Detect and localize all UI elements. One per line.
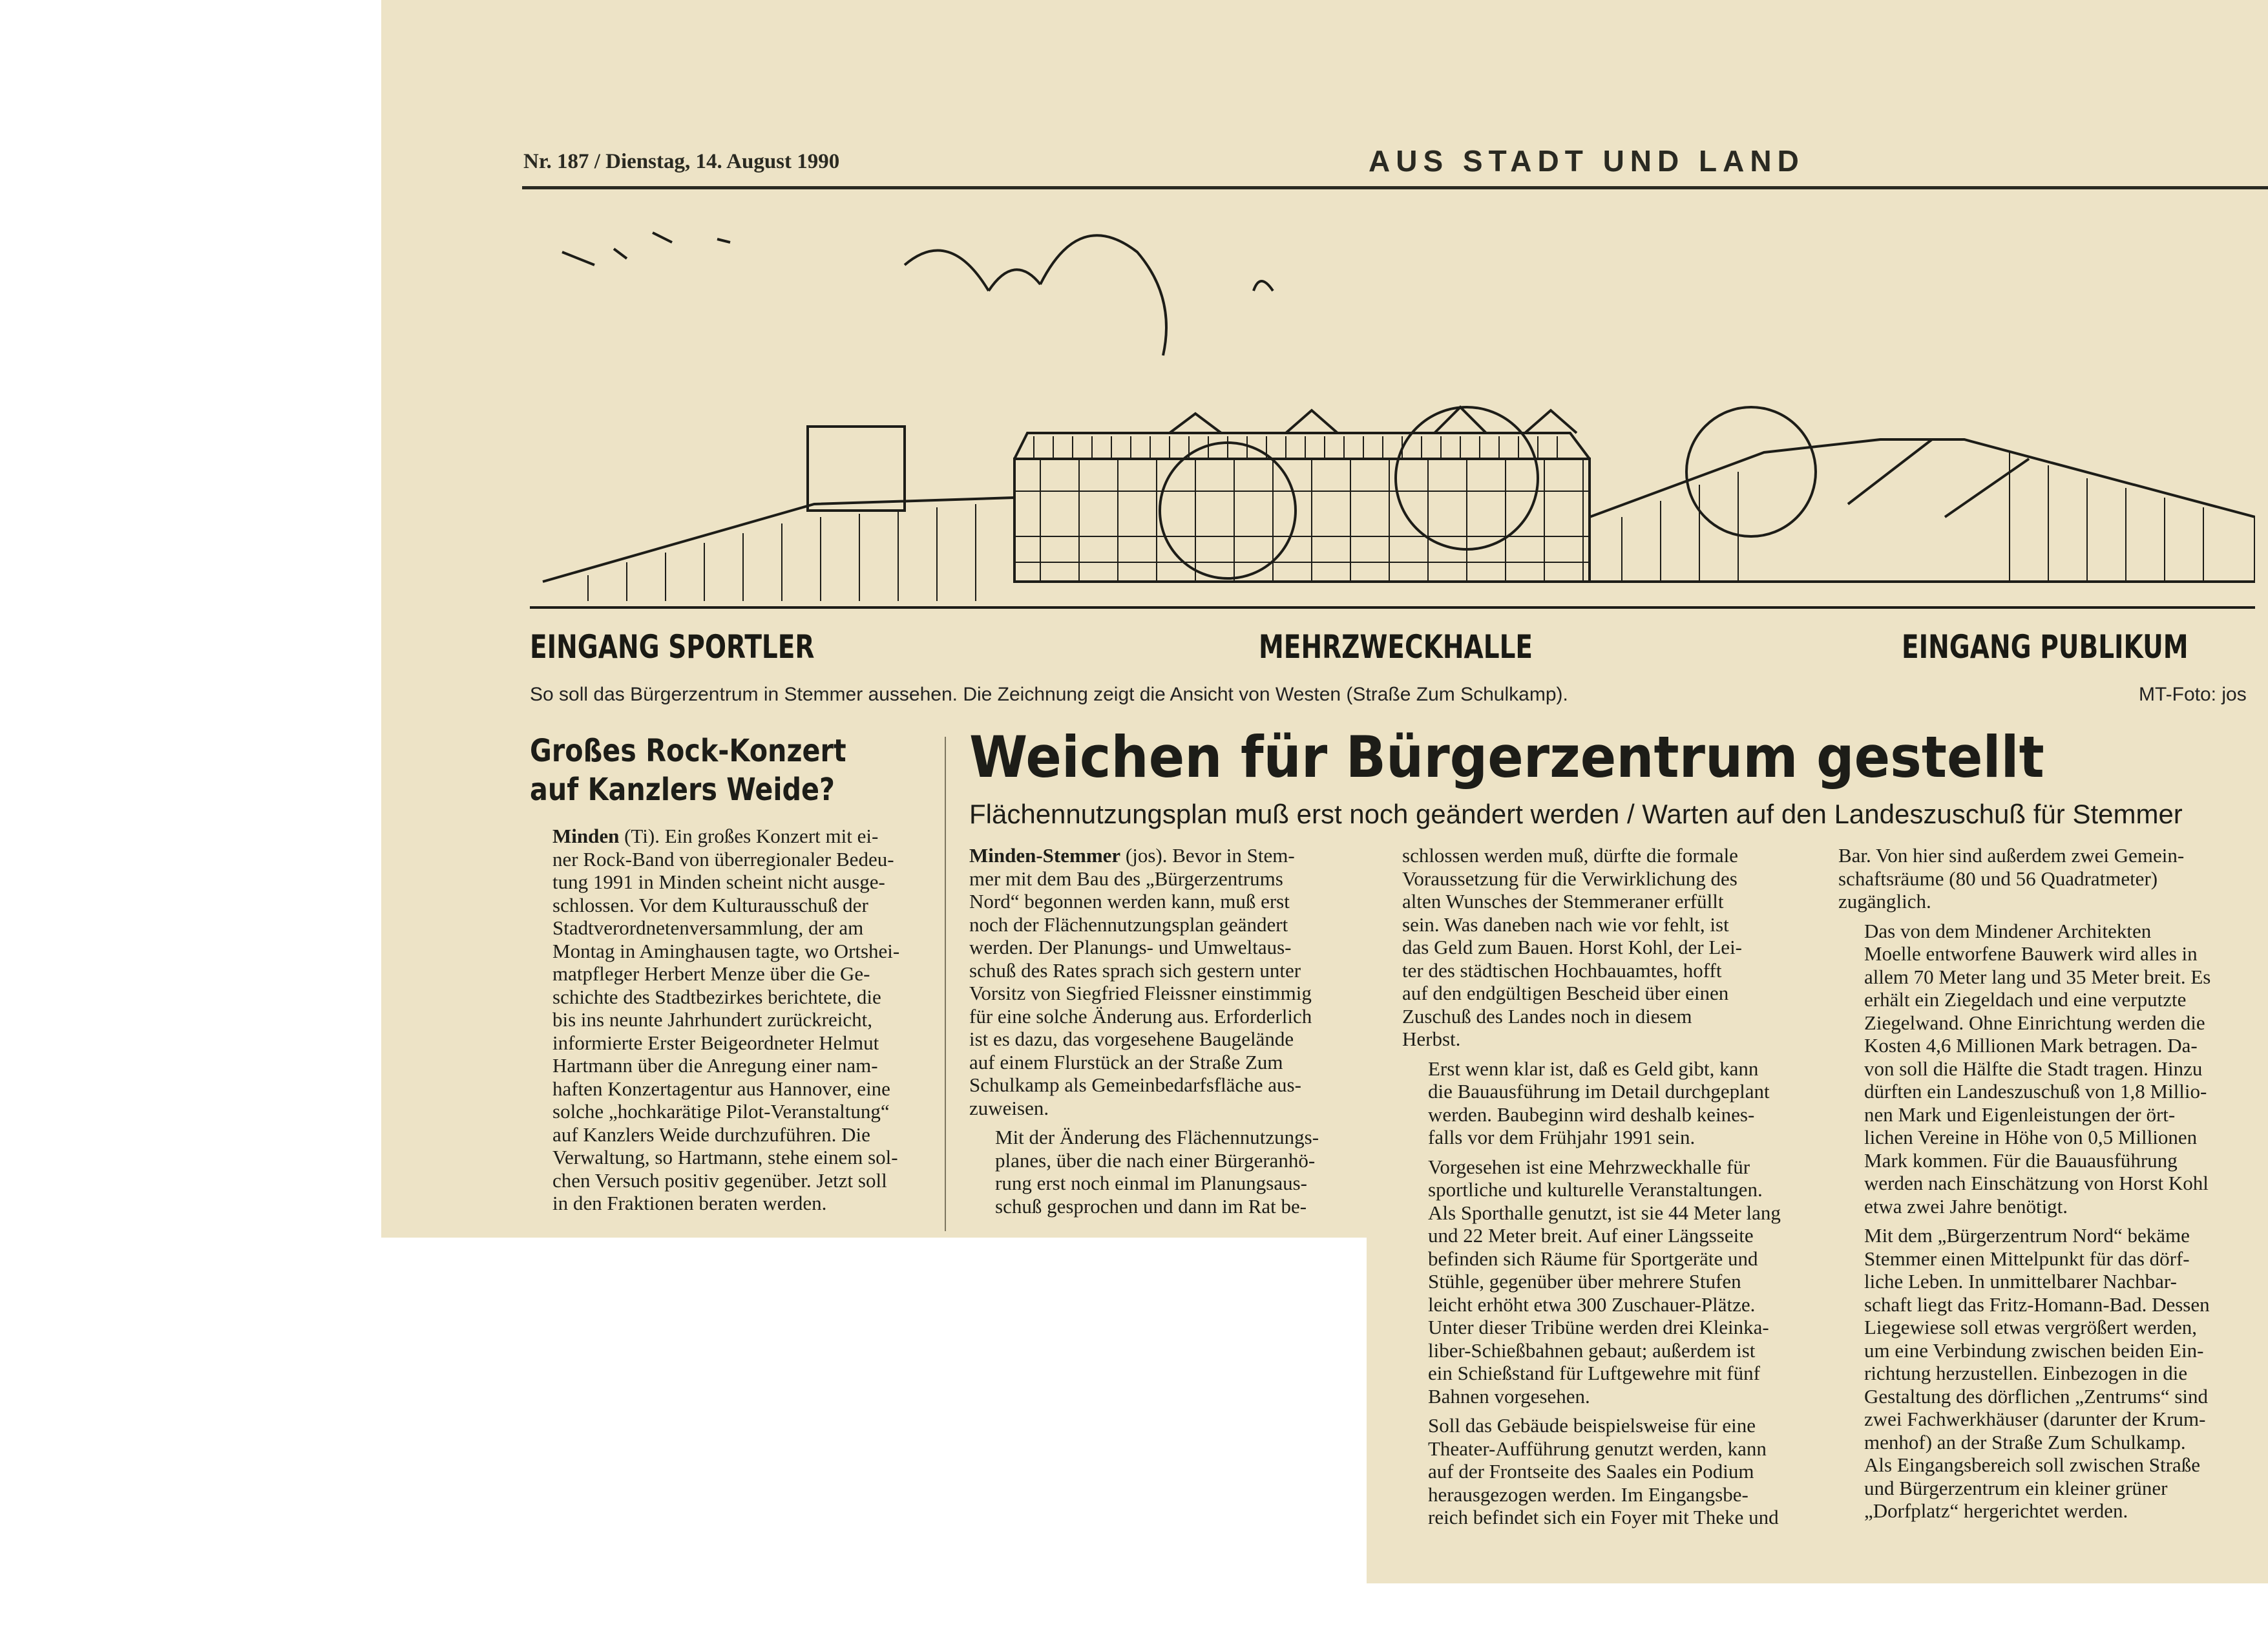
text-line: Als Eingangsbereich soll zwischen Straße (1864, 1453, 2200, 1476)
text-line: Minden-Stemmer (jos). Bevor in Stem- (969, 844, 1295, 867)
paragraph (552, 825, 922, 1215)
text-line: schaft liegt das Fritz-Homann-Bad. Dessen (1864, 1293, 2210, 1316)
text-line: schlossen werden muß, dürfte die formale (1402, 844, 1738, 867)
text-line: schuß gesprochen und dann im Rat be- (995, 1194, 1307, 1218)
text-line: zugänglich. (1838, 890, 1931, 913)
text-line: Unter dieser Tribüne werden drei Kleinka- (1428, 1316, 1769, 1338)
text-line: ein Schießstand für Luftgewehre mit fünf (1428, 1362, 1760, 1384)
text-line: Gestaltung des dörflichen „Zentrums“ sind (1864, 1384, 2209, 1408)
text-line: noch der Flächennutzungsplan geändert (969, 913, 1288, 936)
text-line: Stemmer einen Mittelpunkt für das dörf- (1864, 1247, 2190, 1270)
side-headline-line: auf Kanzlers Weide? (530, 772, 835, 808)
dateline: Minden (552, 825, 620, 847)
text-line: Voraussetzung für die Verwirklichung des (1402, 867, 1738, 890)
text-line: ist es dazu, das vorgesehene Baugelände (969, 1028, 1294, 1050)
text-line: rung erst noch einmal im Planungsaus- (995, 1172, 1307, 1194)
text-line: informierte Erster Beigeordneter Helmut (552, 1031, 879, 1054)
photo-credit: MT-Foto: jos (2139, 684, 2247, 705)
text-line: Bahnen vorgesehen. (1428, 1384, 1590, 1408)
text-line: Herbst. (1402, 1028, 1461, 1050)
text-line: Mark kommen. Für die Bauausführung (1864, 1148, 2178, 1172)
text-line: zuweisen. (969, 1096, 1049, 1119)
text-line: richtung herzustellen. Einbezogen in die (1864, 1362, 2188, 1384)
dateline: Minden-Stemmer (969, 844, 1121, 867)
text-line: leicht erhöht etwa 300 Zuschauer-Plätze. (1428, 1293, 1756, 1316)
text-line: „Dorfplatz“ hergerichtet werden. (1864, 1499, 2128, 1522)
text-line: Hartmann über die Anregung einer nam- (552, 1054, 878, 1077)
text-line: mer mit dem Bau des „Bürgerzentrums (969, 867, 1283, 890)
text-line: das Geld zum Bauen. Horst Kohl, der Lei- (1402, 936, 1743, 958)
paragraph (1402, 844, 1777, 1051)
text-line: bis ins neunte Jahrhundert zurückreicht, (552, 1008, 872, 1031)
text-line: Das von dem Mindener Architekten (1864, 919, 2152, 942)
text-line: schaftsräume (80 und 56 Quadratmeter) (1838, 867, 2158, 890)
text-line: liche Leben. In unmittelbarer Nachbar- (1864, 1270, 2177, 1293)
text-line: auf einem Flurstück an der Straße Zum (969, 1050, 1283, 1073)
text-line: ter des städtischen Hochbauamtes, hofft (1402, 958, 1722, 982)
main-headline: Weichen für Bürgerzentrum gestellt (969, 724, 2044, 790)
text-line: Montag in Aminghausen tagte, wo Ortshei- (552, 939, 900, 962)
text-line: Minden (Ti). Ein großes Konzert mit ei- (552, 825, 879, 847)
text-line: von soll die Hälfte die Stadt tragen. Hinzu (1864, 1057, 2203, 1080)
paragraph (969, 1126, 1357, 1218)
label-entrance-athletes: EINGANG SPORTLER (530, 628, 815, 666)
side-article-body (552, 825, 922, 1215)
text-line: nen Mark und Eigenleistungen der ört- (1864, 1103, 2176, 1126)
text-line: falls vor dem Frühjahr 1991 sein. (1428, 1126, 1696, 1148)
text-line: planes, über die nach einer Bürgeranhö- (995, 1148, 1316, 1172)
side-headline-line: Großes Rock-Konzert (530, 733, 846, 769)
text-line: um eine Verbindung zwischen beiden Ein- (1864, 1338, 2204, 1362)
text-line: werden. Der Planungs- und Umweltaus- (969, 936, 1292, 958)
text-line: lichen Vereine in Höhe von 0,5 Millionen (1864, 1126, 2198, 1148)
text-line: herausgezogen werden. Im Eingangsbe- (1428, 1483, 1748, 1506)
text-line: matpfleger Herbert Menze über die Ge- (552, 962, 870, 985)
text-line: schlossen. Vor dem Kulturausschuß der (552, 893, 868, 916)
text-line: in den Fraktionen beraten werden. (552, 1192, 827, 1214)
main-subheadline: Flächennutzungsplan muß erst noch geändert werden / Warten auf den Landeszuschuß für Stemmer (969, 799, 2183, 829)
text-line: befinden sich Räume für Sportgeräte und (1428, 1247, 1758, 1270)
paragraph (969, 844, 1357, 1119)
text-line: sein. Was daneben nach wie vor fehlt, ist (1402, 913, 1729, 936)
text-line: ner Rock-Band von überregionaler Bedeu- (552, 847, 894, 871)
text-line: auf den endgültigen Bescheid über einen (1402, 982, 1729, 1004)
main-article-col2 (1402, 844, 1781, 1529)
text-line: Mit der Änderung des Flächennutzungs- (995, 1126, 1319, 1148)
text-line: haften Konzertagentur aus Hannover, eine (552, 1077, 890, 1100)
text-line: erhält ein Ziegeldach und eine verputzte (1864, 988, 2187, 1011)
photo-caption: So soll das Bürgerzentrum in Stemmer aussehen. Die Zeichnung zeigt die Ansicht von Westen (Straße Zum Schulkamp). (530, 684, 1568, 705)
text-line: alten Wunsches der Stemmeraner erfüllt (1402, 890, 1724, 913)
text-line: zwei Fachwerkhäuser (darunter der Krum- (1864, 1408, 2206, 1430)
paragraph (1838, 920, 2252, 1218)
text-line: auf der Frontseite des Saales ein Podium (1428, 1460, 1754, 1483)
text-line: Erst wenn klar ist, daß es Geld gibt, kann (1428, 1057, 1759, 1080)
text-line: etwa zwei Jahre benötigt. (1864, 1194, 2068, 1218)
paragraph (1838, 1224, 2252, 1523)
main-article-col3 (1838, 844, 2252, 1523)
text-line: tung 1991 in Minden scheint nicht ausge- (552, 871, 885, 893)
text-line: Vorsitz von Siegfried Fleissner einstimmig (969, 982, 1312, 1004)
text-line: Schulkamp als Gemeinbedarfsfläche aus- (969, 1073, 1301, 1096)
text-line: dürften ein Landeszuschuß von 1,8 Millio- (1864, 1080, 2207, 1103)
text-line: und Bürgerzentrum ein kleiner grüner (1864, 1476, 2168, 1499)
text-line: Nord“ begonnen werden kann, muß erst (969, 890, 1290, 913)
main-article-col1 (969, 844, 1357, 1218)
paragraph (1402, 1414, 1777, 1529)
architect-drawing (523, 213, 2255, 627)
text-line: liber-Schießbahnen gebaut; außerdem ist (1428, 1338, 1756, 1362)
text-line: Kosten 4,6 Millionen Mark betragen. Da- (1864, 1034, 2198, 1057)
label-entrance-public: EINGANG PUBLIKUM (1902, 628, 2189, 666)
text-line: schuß des Rates sprach sich gestern unter (969, 958, 1301, 982)
text-line: Soll das Gebäude beispielsweise für eine (1428, 1414, 1756, 1437)
text-line: chen Versuch positiv gegenüber. Jetzt soll (552, 1168, 887, 1192)
text-line: die Bauausführung im Detail durchgeplant (1428, 1080, 1770, 1103)
label-multipurpose-hall: MEHRZWECKHALLE (1259, 628, 1533, 666)
text-line: werden nach Einschätzung von Horst Kohl (1864, 1172, 2209, 1194)
text-line: und 22 Meter breit. Auf einer Längsseite (1428, 1224, 1754, 1247)
text-line: schichte des Stadtbezirkes berichtete, die (552, 985, 881, 1008)
section-title: AUS STADT UND LAND (1369, 144, 1805, 178)
text-line: Als Sporthalle genutzt, ist sie 44 Meter lang (1428, 1201, 1781, 1224)
text-line: Liegewiese soll etwas vergrößert werden, (1864, 1316, 2198, 1338)
text-line: Theater-Aufführung genutzt werden, kann (1428, 1437, 1767, 1460)
text-line: werden. Baubeginn wird deshalb keines- (1428, 1103, 1755, 1126)
text-line: allem 70 Meter lang und 35 Meter breit. Es (1864, 965, 2211, 988)
masthead-rule (522, 186, 2268, 189)
text-line: Ziegelwand. Ohne Einrichtung werden die (1864, 1011, 2205, 1034)
text-line: solche „hochkarätige Pilot-Veranstaltung“ (552, 1100, 890, 1123)
paragraph (1402, 1057, 1777, 1149)
column-rule (945, 737, 946, 1231)
paragraph (1402, 1155, 1781, 1408)
text-line: Stühle, gegenüber über mehrere Stufen (1428, 1270, 1741, 1293)
text-line: für eine solche Änderung aus. Erforderlich (969, 1004, 1312, 1028)
paragraph (1838, 844, 2252, 913)
text-line: Mit dem „Bürgerzentrum Nord“ bekäme (1864, 1224, 2190, 1247)
text-line: sportliche und kulturelle Veranstaltungen. (1428, 1178, 1763, 1201)
text-line: Zuschuß des Landes noch in diesem (1402, 1004, 1692, 1028)
text-line: Moelle entworfene Bauwerk wird alles in (1864, 942, 2198, 965)
side-headline (530, 732, 863, 809)
text-line: auf Kanzlers Weide durchzuführen. Die (552, 1123, 870, 1146)
text-line: reich befindet sich ein Foyer mit Theke und (1428, 1506, 1779, 1528)
text-line: Verwaltung, so Hartmann, stehe einem sol- (552, 1146, 898, 1168)
text-line: Stadtverordnetenversammlung, der am (552, 916, 864, 939)
text-line: Bar. Von hier sind außerdem zwei Gemein- (1838, 844, 2185, 867)
issue-date: Nr. 187 / Dienstag, 14. August 1990 (523, 150, 840, 173)
text-line: menhof) an der Straße Zum Schulkamp. (1864, 1430, 2186, 1453)
text-line: Vorgesehen ist eine Mehrzweckhalle für (1428, 1155, 1750, 1178)
